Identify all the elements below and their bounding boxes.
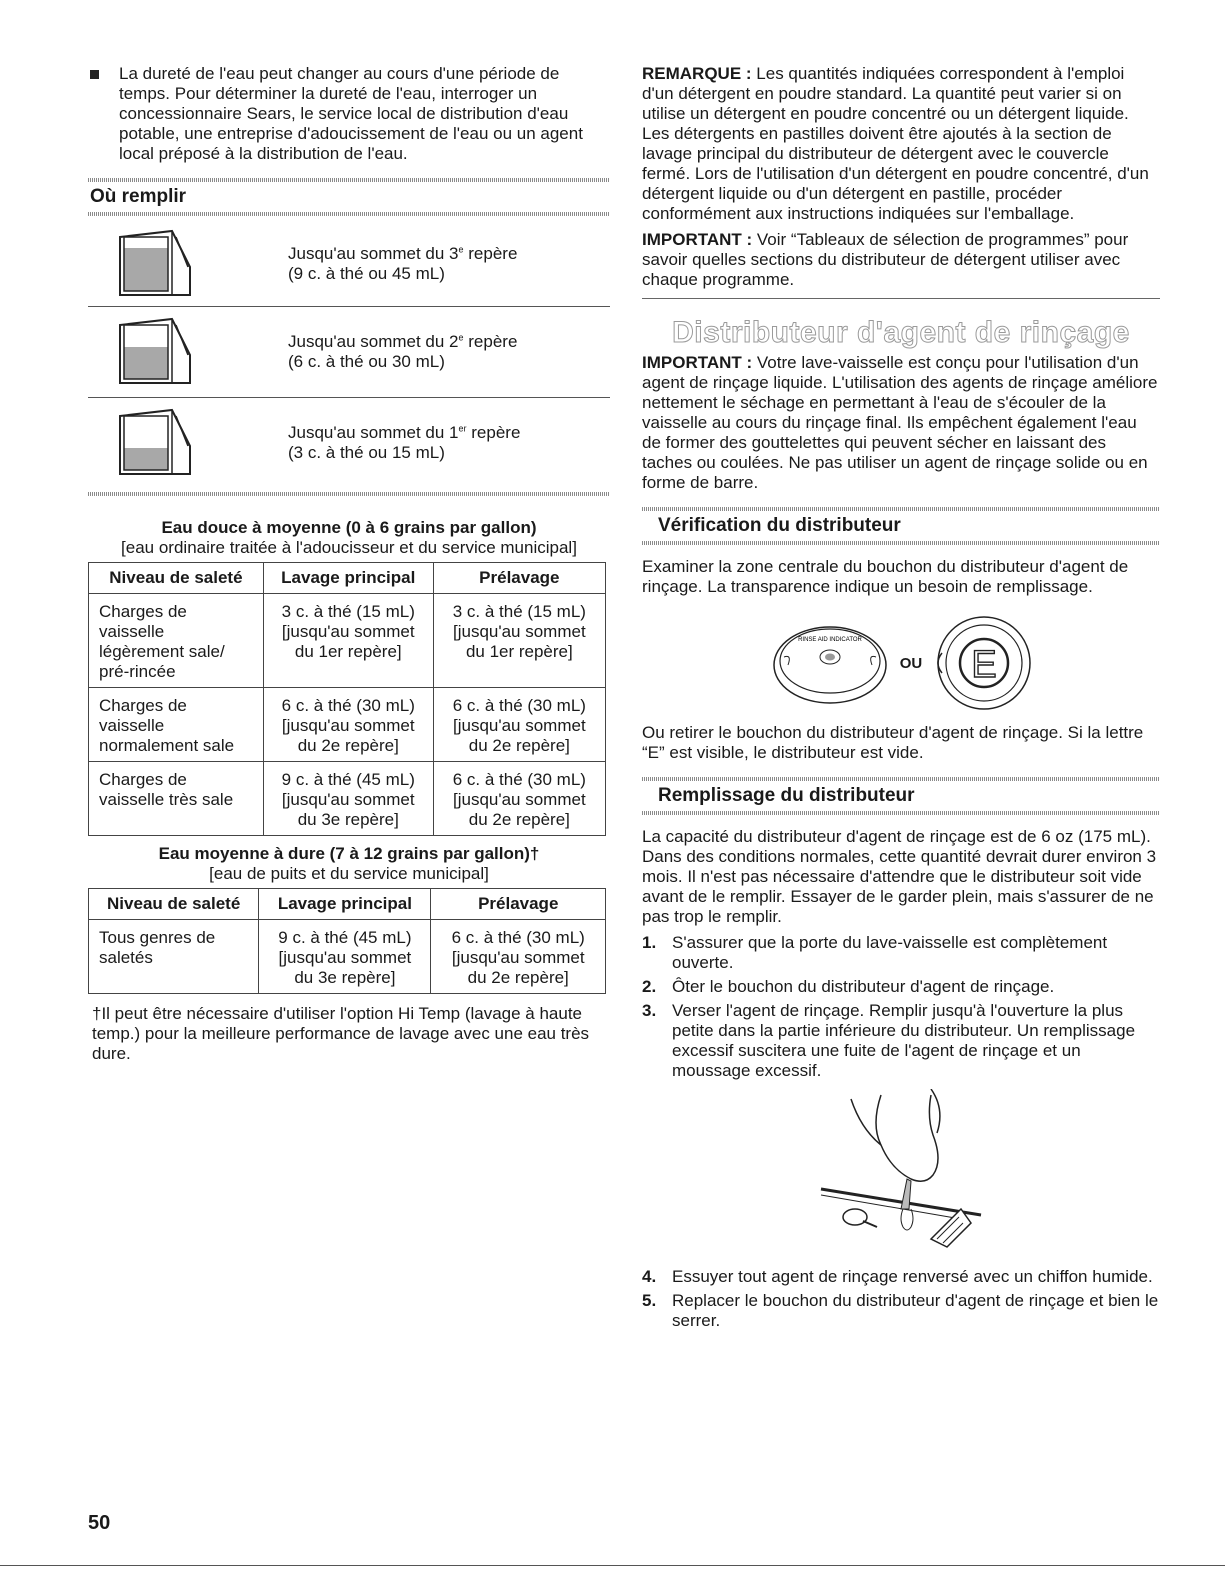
fill-level-line1: Jusqu'au sommet du 2e repère — [288, 332, 518, 351]
step-text: Essuyer tout agent de rinçage renversé avec un chiffon humide. — [672, 1267, 1153, 1286]
fill-levels — [88, 222, 610, 488]
important-rinse-paragraph: IMPORTANT : Votre lave-vaisselle est conçu pour l'utilisation d'un agent de rinçage liquide. L'utilisation des agents de rinçage améliore nettement le séchage en permettant à l'eau de s'écouler de la vaisselle au cours du rinçage final. Ils empêchent également l'eau de former des gouttelettes qui peuvent sécher en laissant des taches ou coulées. Ne pas utiliser un agent de rinçage solide ou en forme de barre. — [642, 353, 1158, 492]
table-header-cell: Prélavage — [433, 563, 605, 594]
hardness-text: La dureté de l'eau peut changer au cours d'une période de temps. Pour déterminer la dureté de l'eau, interroger un concessionnaire Sears, le service local de distribution d'eau potable, une entreprise d'adoucissement de l'eau ou un agent local préposé à la distribution de l'eau. — [119, 64, 583, 163]
refill-title: Remplissage du distributeur — [658, 785, 915, 806]
verification-title: Vérification du distributeur — [658, 515, 901, 536]
table-cell: 3 c. à thé (15 mL) [jusqu'au sommet du 1er repère] — [433, 594, 605, 688]
fill-level-row — [88, 307, 610, 398]
page-number: 50 — [88, 1512, 111, 1534]
table-header-cell: Lavage principal — [263, 563, 433, 594]
fill-level-line2: (9 c. à thé ou 45 mL) — [288, 264, 445, 283]
step-number: 3. — [642, 1001, 657, 1020]
page-bottom-rule — [0, 1565, 1225, 1566]
step-number: 5. — [642, 1291, 657, 1310]
refill-steps-final — [642, 1267, 1160, 1331]
fill-level-text — [288, 423, 520, 463]
table-row — [89, 594, 606, 688]
fill-level-text — [288, 332, 517, 372]
table-row — [89, 688, 606, 762]
table-cell: Charges de vaisselle très sale — [89, 762, 264, 836]
fill-level-row — [88, 222, 610, 307]
table-cell: 6 c. à thé (30 mL) [jusqu'au sommet du 2e repère] — [263, 688, 433, 762]
step-item — [642, 1267, 1160, 1287]
table-row — [89, 920, 606, 994]
table1-caption: Eau douce à moyenne (0 à 6 grains par gallon) — [161, 518, 537, 537]
table2-caption: Eau moyenne à dure (7 à 12 grains par gallon)† — [158, 844, 540, 863]
remarque-paragraph: REMARQUE : Les quantités indiquées correspondent à l'emploi d'un détergent en poudre standard. La quantité peut varier si on utilise un détergent en poudre concentré ou un détergent liquide. Les détergents en pastilles doivent être ajoutés à la section de lavage principal du distributeur de détergent avec le couvercle fermé. Lors de l'utilisation d'un détergent en poudre concentré, d'un détergent liquide ou d'un détergent en pastille, procéder conformément aux instructions indiquées sur l'emballage. — [642, 64, 1149, 223]
verification-text-2: Ou retirer le bouchon du distributeur d'agent de rinçage. Si la lettre “E” est visible, le distributeur est vide. — [642, 723, 1144, 762]
ou-label: OU — [899, 654, 923, 672]
fill-level-line2: (6 c. à thé ou 30 mL) — [288, 352, 445, 371]
pour-illustration — [642, 1089, 1160, 1249]
refill-steps — [642, 933, 1160, 1081]
dispenser-cup-icon — [116, 315, 192, 389]
refill-text: La capacité du distributeur d'agent de rinçage est de 6 oz (175 mL). Dans des conditions normales, cette quantité devrait durer environ 3 mois. Il n'est pas nécessaire d'attendre que le distributeur soit vide avant de le remplir. Essayer de le garder plein, mais s'assurer de ne pas trop le remplir. — [642, 827, 1157, 926]
important-label: IMPORTANT : — [642, 230, 753, 249]
detergent-level — [124, 347, 168, 379]
footnote: †Il peut être nécessaire d'utiliser l'option Hi Temp (lavage à haute temp.) pour la meilleure performance de lavage avec une eau très dure. — [92, 1004, 590, 1063]
hardness-bullet — [88, 64, 610, 164]
step-text: Verser l'agent de rinçage. Remplir jusqu'à l'ouverture la plus petite dans la partie inférieure du distributeur. Un remplissage excessif suscitera une fuite de l'agent de rinçage et un moussage excessif. — [672, 1001, 1136, 1080]
step-item — [642, 977, 1160, 997]
divider — [88, 212, 610, 216]
fill-level-line1: Jusqu'au sommet du 1er repère — [288, 423, 521, 442]
table-header-cell: Niveau de saleté — [89, 889, 259, 920]
svg-text:RINSE AID INDICATOR: RINSE AID INDICATOR — [797, 637, 862, 643]
left-column — [88, 64, 610, 1064]
table-row — [89, 762, 606, 836]
table-cell: 6 c. à thé (30 mL) [jusqu'au sommet du 2e repère] — [433, 762, 605, 836]
step-item — [642, 933, 1160, 973]
fill-level-line2: (3 c. à thé ou 15 mL) — [288, 443, 445, 462]
detergent-level — [124, 248, 168, 291]
right-column — [642, 64, 1160, 1335]
step-item — [642, 1001, 1160, 1081]
dispenser-cup-icon — [88, 406, 288, 480]
fill-level-line1: Jusqu'au sommet du 3e repère — [288, 244, 518, 263]
table-cell: 3 c. à thé (15 mL) [jusqu'au sommet du 1er repère] — [263, 594, 433, 688]
empty-indicator-e-icon — [932, 613, 1032, 713]
where-fill-title: Où remplir — [90, 186, 187, 207]
verification-text: Examiner la zone centrale du bouchon du distributeur d'agent de rinçage. La transparence indique un besoin de remplissage. — [642, 557, 1129, 596]
table-header-cell: Niveau de saleté — [89, 563, 264, 594]
step-item — [642, 1291, 1160, 1331]
table-cell: 6 c. à thé (30 mL) [jusqu'au sommet du 2e repère] — [431, 920, 606, 994]
section-title: Distributeur d'agent de rinçage — [672, 316, 1130, 349]
table-header-row — [89, 889, 606, 920]
cap-illustration — [642, 613, 1160, 713]
remarque-label: REMARQUE : — [642, 64, 752, 83]
table-header-cell: Prélavage — [431, 889, 606, 920]
dispenser-cup-icon — [116, 406, 192, 480]
step-text: Replacer le bouchon du distributeur d'agent de rinçage et bien le serrer. — [672, 1291, 1159, 1330]
step-text: S'assurer que la porte du lave-vaisselle est complètement ouverte. — [672, 933, 1108, 972]
table-header-row — [89, 563, 606, 594]
svg-text:E: E — [971, 644, 997, 686]
table-cell: 9 c. à thé (45 mL) [jusqu'au sommet du 3e repère] — [263, 762, 433, 836]
table-cell: Charges de vaisselle légèrement sale/ pré-rincée — [89, 594, 264, 688]
table-cell: Tous genres de saletés — [89, 920, 259, 994]
fill-level-text — [288, 244, 517, 284]
table1-subcaption: [eau ordinaire traitée à l'adoucisseur et du service municipal] — [121, 538, 577, 557]
pouring-rinse-aid-icon — [811, 1089, 991, 1249]
table-cell: 9 c. à thé (45 mL) [jusqu'au sommet du 3e repère] — [259, 920, 431, 994]
step-number: 2. — [642, 977, 657, 996]
dispenser-cup-icon — [116, 227, 192, 301]
step-number: 4. — [642, 1267, 657, 1286]
table-cell: Charges de vaisselle normalement sale — [89, 688, 264, 762]
hard-water-table — [88, 888, 606, 994]
detergent-level — [124, 448, 168, 470]
table-header-cell: Lavage principal — [259, 889, 431, 920]
bullet-square-icon — [90, 70, 99, 79]
table2-subcaption: [eau de puits et du service municipal] — [209, 864, 489, 883]
table-cell: 6 c. à thé (30 mL) [jusqu'au sommet du 2e repère] — [433, 688, 605, 762]
important-label: IMPORTANT : — [642, 353, 753, 372]
fill-level-row — [88, 398, 610, 488]
step-number: 1. — [642, 933, 657, 952]
dispenser-cup-icon — [88, 315, 288, 389]
soft-water-table — [88, 562, 606, 836]
step-text: Ôter le bouchon du distributeur d'agent de rinçage. — [672, 977, 1055, 996]
rinse-indicator-cap-icon — [770, 621, 890, 705]
important-paragraph: IMPORTANT : Voir “Tableaux de sélection de programmes” pour savoir quelles sections du distributeur de détergent utiliser avec chaque programme. — [642, 230, 1129, 289]
dispenser-cup-icon — [88, 227, 288, 301]
